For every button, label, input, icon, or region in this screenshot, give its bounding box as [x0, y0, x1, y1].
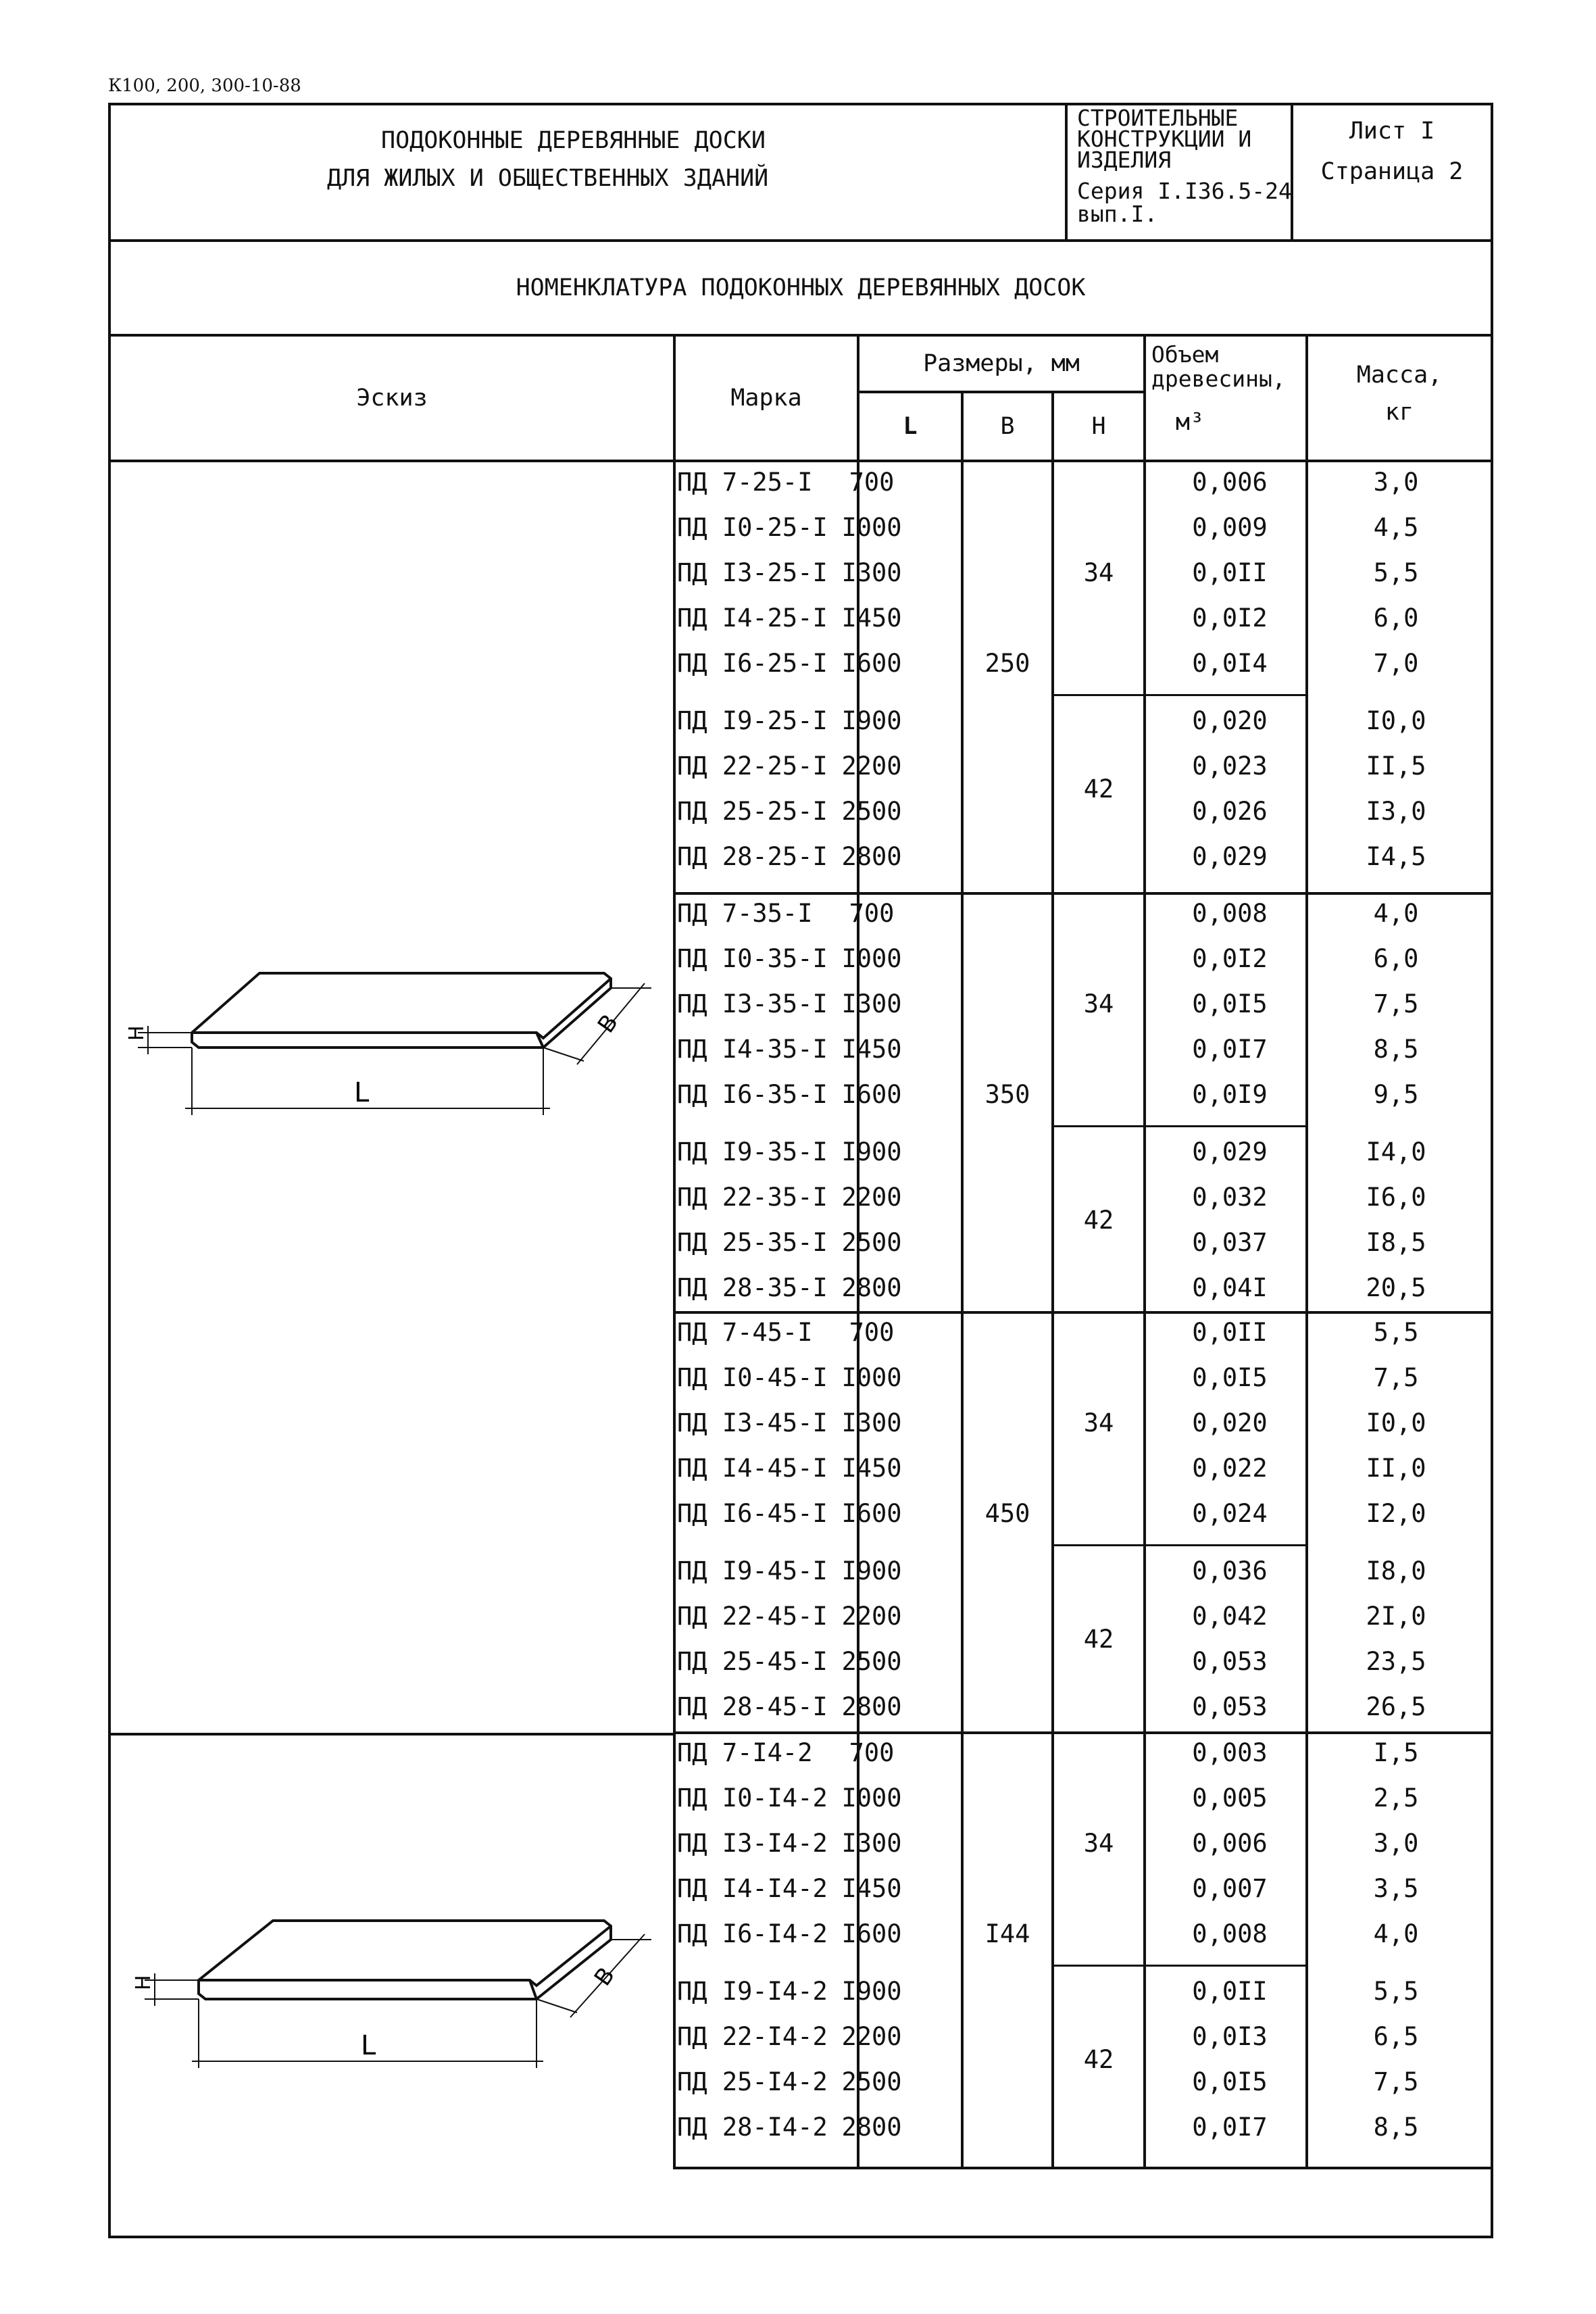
- length-cell: 2800: [841, 2113, 902, 2142]
- length-cell: I900: [841, 1977, 902, 2006]
- length-cell: 700: [849, 1318, 895, 1347]
- header-mass: Масса,: [1356, 362, 1443, 389]
- col-rule-H: [1143, 337, 1146, 2168]
- title-line-1: ПОДОКОННЫЕ ДЕРЕВЯННЫЕ ДОСКИ: [381, 127, 766, 154]
- header-mark: Марка: [730, 385, 802, 412]
- length-cell: I300: [841, 1408, 902, 1437]
- mark-cell: ПД I0-45-I: [677, 1363, 828, 1392]
- volume-cell: 0,0I7: [1192, 2113, 1268, 2142]
- length-cell: I300: [841, 558, 902, 587]
- length-cell: 700: [849, 899, 895, 928]
- mark-cell: ПД I3-I4-2: [677, 1829, 828, 1858]
- sketch-label-H: H: [132, 1975, 155, 1990]
- volume-cell: 0,0I2: [1192, 944, 1268, 973]
- table-bottom-rule: [673, 2167, 1491, 2169]
- volume-cell: 0,009: [1192, 513, 1268, 542]
- length-cell: I000: [841, 944, 902, 973]
- mark-cell: ПД 25-45-I: [677, 1647, 828, 1676]
- mark-cell: ПД 25-25-I: [677, 797, 828, 826]
- height-H-cell: 42: [1083, 2044, 1114, 2074]
- mass-cell: 6,0: [1373, 944, 1419, 973]
- mark-cell: ПД I6-I4-2: [677, 1919, 828, 1948]
- sketch-label-B: B: [589, 1962, 620, 1991]
- series-line: СТРОИТЕЛЬНЫЕ: [1077, 105, 1239, 131]
- mass-cell: 6,0: [1373, 604, 1419, 633]
- width-B-cell: 450: [984, 1499, 1030, 1528]
- volume-cell: 0,003: [1192, 1738, 1268, 1767]
- col-rule-B: [1051, 392, 1054, 2168]
- mark-cell: ПД I6-25-I: [677, 649, 828, 678]
- length-cell: I000: [841, 1783, 902, 1813]
- length-cell: 2800: [841, 1692, 902, 1721]
- length-cell: I900: [841, 1556, 902, 1585]
- series-issue: вып.I.: [1077, 201, 1158, 227]
- volume-cell: 0,037: [1192, 1228, 1268, 1257]
- length-cell: 2800: [841, 1273, 902, 1302]
- mark-cell: ПД I9-45-I: [677, 1556, 828, 1585]
- width-B-cell: 250: [984, 649, 1030, 678]
- mass-cell: I0,0: [1366, 706, 1426, 735]
- mark-cell: ПД 22-25-I: [677, 752, 828, 781]
- h-split-rule: [1054, 694, 1308, 696]
- height-H-cell: 42: [1083, 774, 1114, 804]
- mark-cell: ПД I6-35-I: [677, 1080, 828, 1109]
- length-cell: I300: [841, 1829, 902, 1858]
- volume-cell: 0,0II: [1192, 558, 1268, 587]
- length-cell: 2200: [841, 752, 902, 781]
- volume-cell: 0,0I3: [1192, 2022, 1268, 2051]
- mass-cell: 4,0: [1373, 899, 1419, 928]
- volume-cell: 0,0I5: [1192, 989, 1268, 1018]
- mark-cell: ПД I4-25-I: [677, 604, 828, 633]
- mass-cell: 20,5: [1366, 1273, 1426, 1302]
- volume-cell: 0,0I9: [1192, 1080, 1268, 1109]
- mark-cell: ПД I9-25-I: [677, 706, 828, 735]
- width-B-cell: I44: [984, 1919, 1030, 1948]
- volume-cell: 0,0II: [1192, 1977, 1268, 2006]
- mass-cell: II,5: [1366, 752, 1426, 781]
- volume-cell: 0,029: [1192, 842, 1268, 871]
- volume-cell: 0,032: [1192, 1183, 1268, 1212]
- length-cell: I600: [841, 1919, 902, 1948]
- length-cell: I600: [841, 1080, 902, 1109]
- sketch-label-H: H: [125, 1025, 149, 1041]
- mark-cell: ПД 7-35-I: [677, 899, 813, 928]
- board-sketch-narrow-icon: [111, 1892, 673, 2095]
- length-cell: I600: [841, 649, 902, 678]
- mass-cell: 7,5: [1373, 2067, 1419, 2096]
- length-cell: I600: [841, 1499, 902, 1528]
- mark-cell: ПД 25-35-I: [677, 1228, 828, 1257]
- volume-cell: 0,0I5: [1192, 2067, 1268, 2096]
- mark-cell: ПД I4-45-I: [677, 1454, 828, 1483]
- mass-cell: II,0: [1366, 1454, 1426, 1483]
- mark-cell: ПД I3-35-I: [677, 989, 828, 1018]
- length-cell: I450: [841, 1454, 902, 1483]
- mass-cell: 4,5: [1373, 513, 1419, 542]
- mass-cell: I8,0: [1366, 1556, 1426, 1585]
- h-split-rule: [1054, 1125, 1308, 1127]
- h-split-rule: [1054, 1965, 1308, 1967]
- mark-cell: ПД 25-I4-2: [677, 2067, 828, 2096]
- series-line: ИЗДЕЛИЯ: [1077, 147, 1172, 173]
- title-line-2: ДЛЯ ЖИЛЫХ И ОБЩЕСТВЕННЫХ ЗДАНИЙ: [327, 165, 769, 192]
- volume-cell: 0,036: [1192, 1556, 1268, 1585]
- volume-cell: 0,042: [1192, 1602, 1268, 1631]
- page-number: Страница 2: [1320, 158, 1464, 185]
- volume-cell: 0,0I7: [1192, 1035, 1268, 1064]
- series-number: Серия I.I36.5-24: [1077, 178, 1292, 204]
- height-H-cell: 34: [1083, 1829, 1114, 1858]
- volume-cell: 0,024: [1192, 1499, 1268, 1528]
- length-cell: 2200: [841, 2022, 902, 2051]
- mass-cell: 4,0: [1373, 1919, 1419, 1948]
- mark-cell: ПД 22-I4-2: [677, 2022, 828, 2051]
- volume-cell: 0,008: [1192, 1919, 1268, 1948]
- volume-cell: 0,023: [1192, 752, 1268, 781]
- mark-cell: ПД 7-I4-2: [677, 1738, 813, 1767]
- mark-cell: ПД 22-35-I: [677, 1183, 828, 1212]
- h-split-rule: [1054, 1544, 1308, 1546]
- header-volume-unit: м³: [1175, 409, 1205, 436]
- volume-cell: 0,007: [1192, 1874, 1268, 1903]
- mark-cell: ПД I9-35-I: [677, 1137, 828, 1166]
- volume-cell: 0,053: [1192, 1692, 1268, 1721]
- mark-cell: ПД 28-45-I: [677, 1692, 828, 1721]
- mark-cell: ПД 28-25-I: [677, 842, 828, 871]
- length-cell: 2500: [841, 1647, 902, 1676]
- mass-cell: 5,5: [1373, 558, 1419, 587]
- mark-cell: ПД I0-I4-2: [677, 1783, 828, 1813]
- sheet-info: [1293, 105, 1491, 239]
- mass-cell: 5,5: [1373, 1318, 1419, 1347]
- volume-cell: 0,04I: [1192, 1273, 1268, 1302]
- mark-cell: ПД I6-45-I: [677, 1499, 828, 1528]
- mass-cell: 8,5: [1373, 2113, 1419, 2142]
- mark-cell: ПД I9-I4-2: [677, 1977, 828, 2006]
- volume-cell: 0,006: [1192, 1829, 1268, 1858]
- board-sketch-icon: [111, 946, 673, 1149]
- height-H-cell: 42: [1083, 1624, 1114, 1654]
- dims-subheader-rule: [859, 391, 1143, 393]
- header-L: L: [903, 413, 918, 440]
- volume-cell: 0,026: [1192, 797, 1268, 826]
- height-H-cell: 42: [1083, 1205, 1114, 1235]
- header-B: B: [1000, 413, 1015, 440]
- mark-cell: ПД I0-25-I: [677, 513, 828, 542]
- mass-cell: I0,0: [1366, 1408, 1426, 1437]
- mass-cell: 7,0: [1373, 649, 1419, 678]
- group-rule: [676, 1731, 1491, 1734]
- header-mass-unit: кг: [1385, 399, 1414, 426]
- title-block: [111, 105, 1491, 242]
- mark-cell: ПД I3-45-I: [677, 1408, 828, 1437]
- volume-cell: 0,053: [1192, 1647, 1268, 1676]
- height-H-cell: 34: [1083, 989, 1114, 1018]
- mark-cell: ПД 22-45-I: [677, 1602, 828, 1631]
- volume-cell: 0,0I2: [1192, 604, 1268, 633]
- mass-cell: 8,5: [1373, 1035, 1419, 1064]
- mass-cell: I2,0: [1366, 1499, 1426, 1528]
- length-cell: 2500: [841, 1228, 902, 1257]
- mass-cell: I,5: [1373, 1738, 1419, 1767]
- mass-cell: 2,5: [1373, 1783, 1419, 1813]
- document-title: [111, 105, 1068, 239]
- mass-cell: 7,5: [1373, 1363, 1419, 1392]
- mass-cell: 26,5: [1366, 1692, 1426, 1721]
- mass-cell: I3,0: [1366, 797, 1426, 826]
- group-rule: [676, 1311, 1491, 1314]
- length-cell: I900: [841, 706, 902, 735]
- length-cell: 2200: [841, 1602, 902, 1631]
- volume-cell: 0,008: [1192, 899, 1268, 928]
- length-cell: 700: [849, 468, 895, 497]
- sketch-label-B: B: [592, 1009, 624, 1038]
- mass-cell: 23,5: [1366, 1647, 1426, 1676]
- length-cell: I000: [841, 513, 902, 542]
- mass-cell: I8,5: [1366, 1228, 1426, 1257]
- length-cell: 2500: [841, 797, 902, 826]
- length-cell: I300: [841, 989, 902, 1018]
- mass-cell: 2I,0: [1366, 1602, 1426, 1631]
- volume-cell: 0,0I4: [1192, 649, 1268, 678]
- sheet-number: Лист I: [1349, 118, 1435, 145]
- volume-cell: 0,020: [1192, 706, 1268, 735]
- mark-cell: ПД I0-35-I: [677, 944, 828, 973]
- header-dimensions: Размеры, мм: [923, 350, 1080, 377]
- volume-cell: 0,029: [1192, 1137, 1268, 1166]
- header-volume-1: Объем: [1151, 341, 1219, 368]
- mark-cell: ПД 7-45-I: [677, 1318, 813, 1347]
- header-H: H: [1091, 413, 1106, 440]
- length-cell: 2200: [841, 1183, 902, 1212]
- mark-cell: ПД 28-35-I: [677, 1273, 828, 1302]
- table-title: НОМЕНКЛАТУРА ПОДОКОННЫХ ДЕРЕВЯННЫХ ДОСОК: [111, 242, 1491, 337]
- mass-cell: 9,5: [1373, 1080, 1419, 1109]
- length-cell: I450: [841, 1874, 902, 1903]
- volume-cell: 0,022: [1192, 1454, 1268, 1483]
- mass-cell: 3,0: [1373, 1829, 1419, 1858]
- length-cell: 700: [849, 1738, 895, 1767]
- length-cell: I450: [841, 604, 902, 633]
- height-H-cell: 34: [1083, 558, 1114, 587]
- mass-cell: I6,0: [1366, 1183, 1426, 1212]
- header-sketch: Эскиз: [356, 385, 428, 412]
- col-rule-sketch: [673, 337, 676, 2168]
- mark-cell: ПД 7-25-I: [677, 468, 813, 497]
- length-cell: 2800: [841, 842, 902, 871]
- mass-cell: 7,5: [1373, 989, 1419, 1018]
- mass-cell: 5,5: [1373, 1977, 1419, 2006]
- mass-cell: 3,0: [1373, 468, 1419, 497]
- length-cell: I450: [841, 1035, 902, 1064]
- mass-cell: I4,0: [1366, 1137, 1426, 1166]
- mark-cell: ПД I3-25-I: [677, 558, 828, 587]
- sketch-label-L: L: [354, 1077, 370, 1108]
- mass-cell: I4,5: [1366, 842, 1426, 871]
- document-stamp: К100, 200, 300-10-88: [108, 76, 301, 96]
- length-cell: 2500: [841, 2067, 902, 2096]
- mass-cell: 3,5: [1373, 1874, 1419, 1903]
- length-cell: I900: [841, 1137, 902, 1166]
- mass-cell: 6,5: [1373, 2022, 1419, 2051]
- mark-cell: ПД I4-I4-2: [677, 1874, 828, 1903]
- width-B-cell: 350: [984, 1080, 1030, 1109]
- header-bottom-rule: [111, 460, 1491, 462]
- series-info: [1068, 105, 1293, 239]
- height-H-cell: 34: [1083, 1408, 1114, 1437]
- volume-cell: 0,0I5: [1192, 1363, 1268, 1392]
- sketch-divider: [111, 1733, 673, 1736]
- volume-cell: 0,0II: [1192, 1318, 1268, 1347]
- header-volume-2: древесины,: [1151, 365, 1286, 392]
- volume-cell: 0,020: [1192, 1408, 1268, 1437]
- volume-cell: 0,005: [1192, 1783, 1268, 1813]
- volume-cell: 0,006: [1192, 468, 1268, 497]
- series-line: КОНСТРУКЦИИ И: [1077, 126, 1252, 152]
- group-rule: [676, 892, 1491, 895]
- length-cell: I000: [841, 1363, 902, 1392]
- mark-cell: ПД 28-I4-2: [677, 2113, 828, 2142]
- mark-cell: ПД I4-35-I: [677, 1035, 828, 1064]
- sketch-label-L: L: [361, 2030, 376, 2061]
